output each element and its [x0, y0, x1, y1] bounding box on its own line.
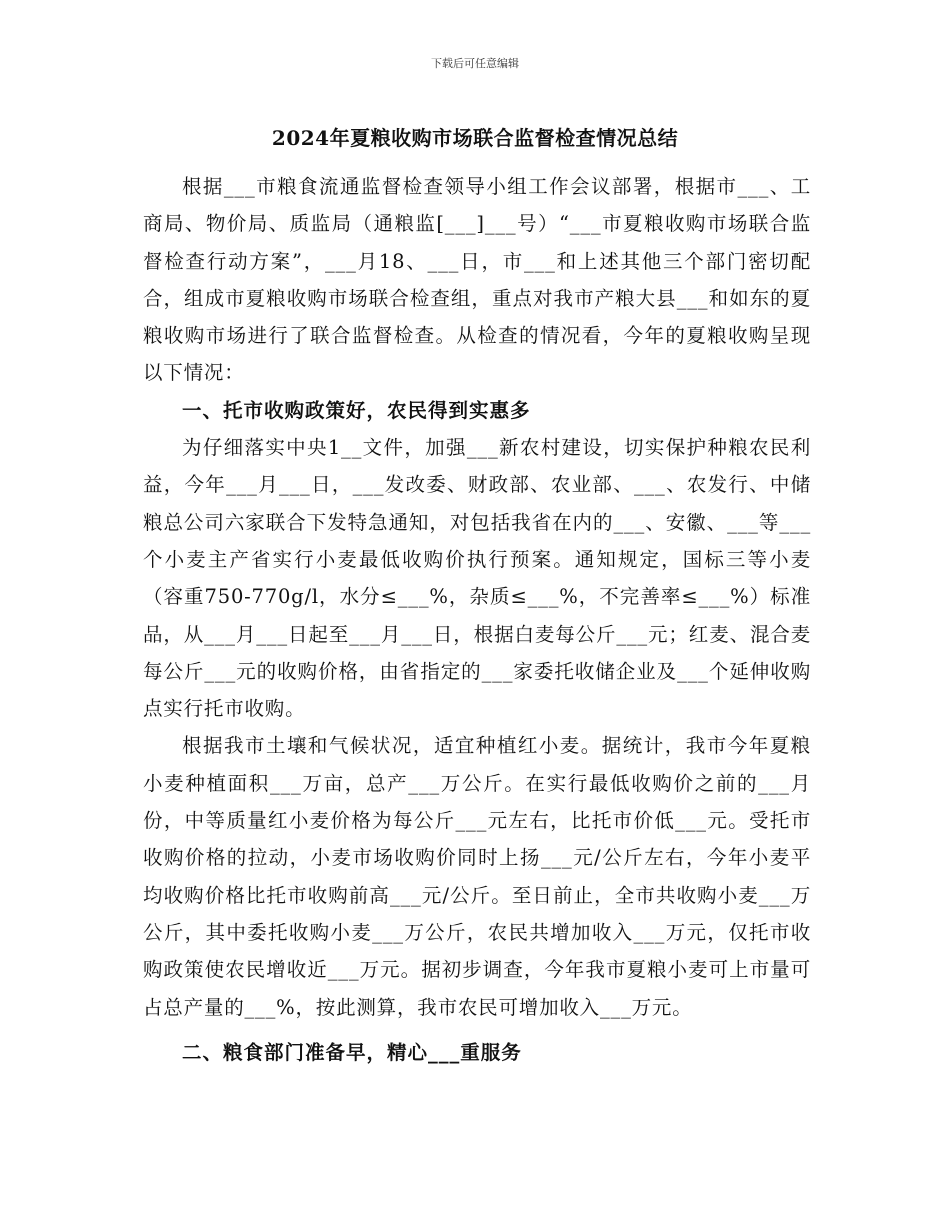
section-2-heading: 二、粮食部门准备早，精心___重服务 — [182, 1040, 522, 1064]
section-1-paragraph-1: 为仔细落实中央1__文件，加强___新农村建设，切实保护种粮农民利益，今年___月___日，___发改委、财政部、农业部、___、农发行、中储粮总公司六家联合下发特急通知，对包括我省在内的___、安徽、___等___个小麦主产省实行小麦最低收购价执行预案。通知规定，国标三等小麦（容重750-770g/l，水分≤___%，杂质≤___%，不完善率≤___%）标准品，从___月___日起至___月___日，根据白麦每公斤___元；红麦、混合麦每公斤___元的收购价格，由省指定的___家委托收储企业及___个延伸收购点实行托市收购。 — [143, 436, 811, 721]
intro-paragraph: 根据___市粮食流通监督检查领导小组工作会议部署，根据市___、工商局、物价局、质监局（通粮监[___]___号）“___市夏粮收购市场联合监督检查行动方案”，___月18、___日，市___和上述其他三个部门密切配合，组成市夏粮收购市场联合检查组，重点对我市产粮大县___和如东的夏粮收购市场进行了联合监督检查。从检查的情况看，今年的夏粮收购呈现以下情况： — [143, 175, 811, 385]
section-1-heading: 一、托市收购政策好，农民得到实惠多 — [182, 398, 531, 422]
section-1-paragraph-2: 根据我市土壤和气候状况，适宜种植红小麦。据统计，我市今年夏粮小麦种植面积___万亩，总产___万公斤。在实行最低收购价之前的___月份，中等质量红小麦价格为每公斤___元左右，比托市价低___元。受托市收购价格的拉动，小麦市场收购价同时上扬___元/公斤左右，今年小麦平均收购价格比托市收购前高___元/公斤。至日前止，全市共收购小麦___万公斤，其中委托收购小麦___万公斤，农民共增加收入___万元，仅托市收购政策使农民增收近___万元。据初步调查，今年我市夏粮小麦可上市量可占总产量的___%，按此测算，我市农民可增加收入___万元。 — [143, 734, 812, 1019]
document-body — [143, 168, 811, 1071]
header-note: 下载后可任意编辑 — [431, 57, 519, 70]
document-title: 2024年夏粮收购市场联合监督检查情况总结 — [271, 126, 679, 150]
